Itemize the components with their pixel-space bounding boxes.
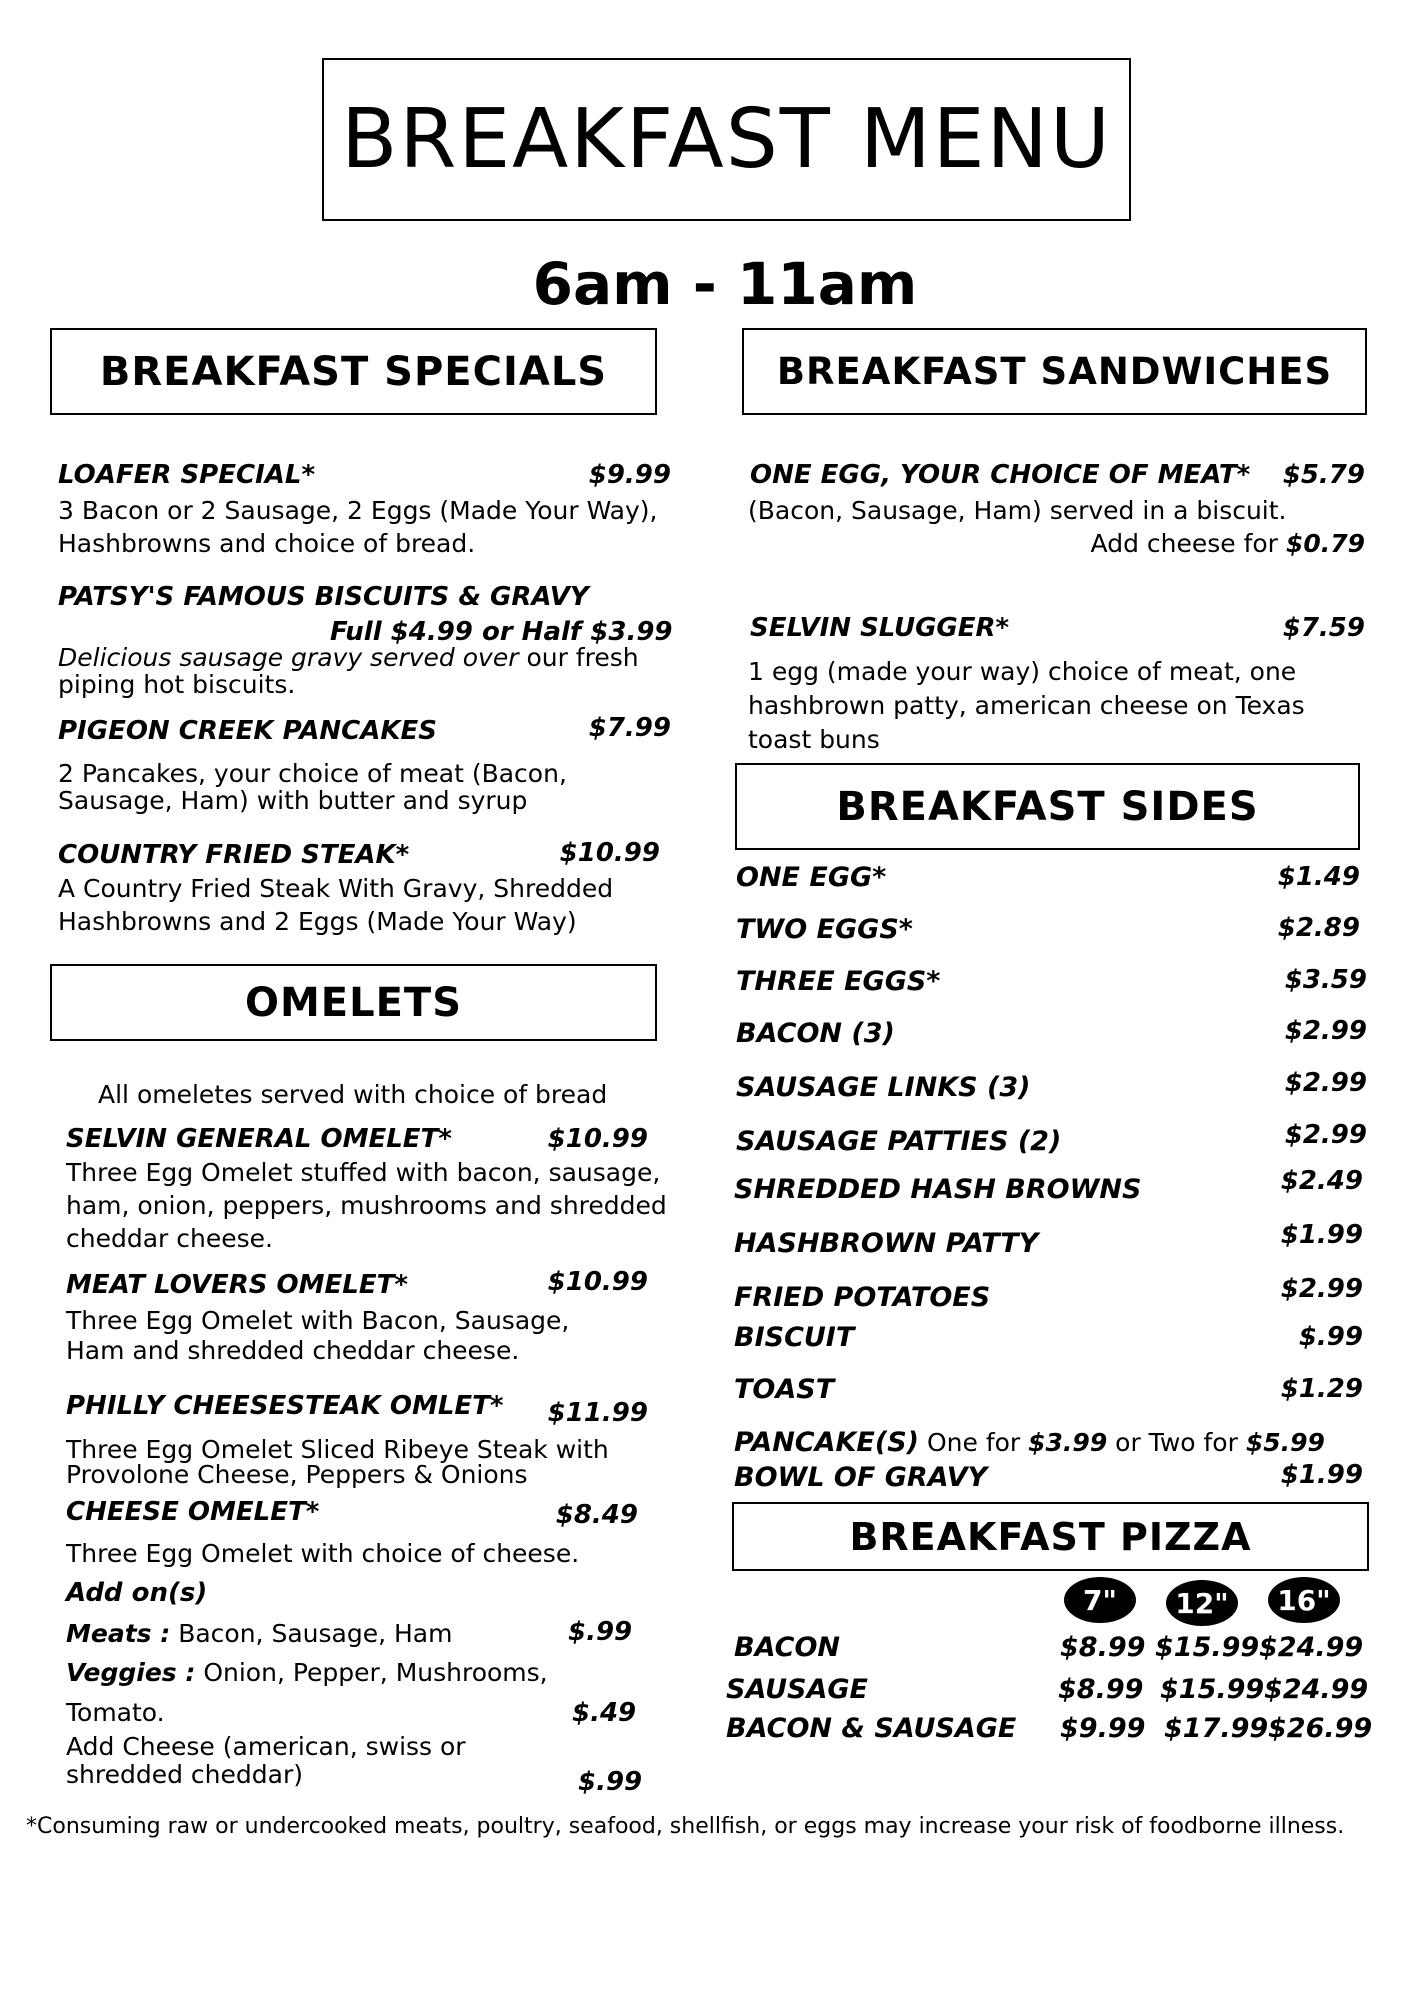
item-extra-text: Add cheese for xyxy=(1090,529,1278,558)
item-description: 1 egg (made your way) choice of meat, one hashbrown patty, american cheese on Texas toast buns xyxy=(748,657,1305,754)
specials-heading: BREAKFAST SPECIALS xyxy=(99,348,608,395)
item-name: MEAT LOVERS OMELET* xyxy=(66,1270,408,1300)
side-pancakes-text2: or Two for xyxy=(1107,1428,1246,1457)
item-description-rest: our fresh piping hot biscuits. xyxy=(58,643,639,699)
pizza-price: $8.99 xyxy=(1060,1632,1146,1663)
pizza-heading: BREAKFAST PIZZA xyxy=(849,1514,1252,1559)
item-name: PHILLY CHEESESTEAK OMLET* xyxy=(66,1391,504,1421)
item-name: PIGEON CREEK PANCAKES xyxy=(58,716,437,746)
side-name: TWO EGGS* xyxy=(736,914,913,945)
pizza-price: $17.99 xyxy=(1164,1713,1269,1744)
specials-heading-box xyxy=(50,328,657,415)
item-name: SELVIN GENERAL OMELET* xyxy=(66,1124,452,1154)
item-description: Three Egg Omelet with Bacon, Sausage, Ham and shredded cheddar cheese. xyxy=(66,1306,570,1365)
side-price: $2.49 xyxy=(1280,1166,1363,1196)
pizza-row-name: BACON xyxy=(734,1632,841,1663)
item-price: Full $4.99 or Half $3.99 xyxy=(330,617,673,647)
side-price: $.99 xyxy=(1298,1322,1363,1352)
pizza-size-16-badge: 16" xyxy=(1268,1577,1340,1623)
addon-veggies-price: $.49 xyxy=(572,1698,637,1728)
item-price: $11.99 xyxy=(547,1398,648,1428)
side-name: THREE EGGS* xyxy=(736,966,941,997)
pizza-price: $9.99 xyxy=(1060,1713,1146,1744)
item-name: LOAFER SPECIAL* xyxy=(58,460,316,490)
side-price: $2.89 xyxy=(1277,913,1360,943)
side-name: SAUSAGE LINKS (3) xyxy=(736,1072,1031,1103)
pizza-price: $26.99 xyxy=(1268,1713,1373,1744)
side-price: $3.59 xyxy=(1284,965,1367,995)
item-price: $8.49 xyxy=(555,1500,638,1530)
pizza-row-name: SAUSAGE xyxy=(726,1674,869,1705)
side-pancakes xyxy=(734,1426,1325,1459)
item-price: $7.59 xyxy=(1282,613,1365,643)
omelets-heading: OMELETS xyxy=(244,979,463,1026)
addons-heading: Add on(s) xyxy=(66,1578,208,1608)
addon-veggies-list: Onion, Pepper, Mushrooms, xyxy=(195,1658,548,1687)
item-description xyxy=(58,644,658,698)
side-name: TOAST xyxy=(734,1374,835,1405)
item-description: Three Egg Omelet with choice of cheese. xyxy=(66,1539,580,1568)
sides-heading: BREAKFAST SIDES xyxy=(836,783,1259,830)
addon-veggies xyxy=(66,1656,548,1689)
pizza-price: $24.99 xyxy=(1264,1674,1369,1705)
addon-meats-price: $.99 xyxy=(568,1617,633,1647)
side-pancakes-price2: $5.99 xyxy=(1245,1428,1325,1457)
side-name: SAUSAGE PATTIES (2) xyxy=(736,1126,1062,1157)
side-price: $1.99 xyxy=(1280,1460,1363,1490)
side-name: SHREDDED HASH BROWNS xyxy=(734,1174,1142,1205)
item-name: COUNTRY FRIED STEAK* xyxy=(58,840,410,870)
menu-title: BREAKFAST MENU xyxy=(341,92,1112,187)
omelets-heading-box xyxy=(50,964,657,1041)
addon-cheese: Add Cheese (american, swiss or shredded cheddar) xyxy=(66,1732,466,1789)
sandwiches-heading: BREAKFAST SANDWICHES xyxy=(776,350,1333,393)
side-price: $1.49 xyxy=(1277,862,1360,892)
item-description: Three Egg Omelet stuffed with bacon, sausage, ham, onion, peppers, mushrooms and shredded cheddar cheese. xyxy=(66,1158,667,1253)
side-name: HASHBROWN PATTY xyxy=(734,1228,1039,1259)
pizza-size-7-badge: 7" xyxy=(1064,1577,1136,1623)
pizza-heading-box xyxy=(732,1502,1369,1571)
side-name: FRIED POTATOES xyxy=(734,1282,991,1313)
addon-meats-label: Meats : xyxy=(66,1619,171,1648)
side-price: $2.99 xyxy=(1280,1274,1363,1304)
pizza-price: $15.99 xyxy=(1155,1632,1260,1663)
addon-meats-list: Bacon, Sausage, Ham xyxy=(170,1619,453,1648)
omelets-note: All omeletes served with choice of bread xyxy=(98,1080,608,1109)
item-description: A Country Fried Steak With Gravy, Shredded Hashbrowns and 2 Eggs (Made Your Way) xyxy=(58,874,614,936)
item-name: PATSY'S FAMOUS BISCUITS & GRAVY xyxy=(58,582,589,612)
item-name: CHEESE OMELET* xyxy=(66,1497,320,1527)
sandwiches-heading-box xyxy=(742,328,1367,415)
item-description-italic: Delicious sausage gravy served over xyxy=(58,643,519,672)
item-price: $10.99 xyxy=(559,838,660,868)
addon-cheese-price: $.99 xyxy=(578,1767,643,1797)
side-pancakes-text1: One for xyxy=(919,1428,1029,1457)
pizza-price: $24.99 xyxy=(1259,1632,1364,1663)
item-extra xyxy=(900,527,1365,560)
side-name: BISCUIT xyxy=(734,1322,855,1353)
item-price: $7.99 xyxy=(588,713,671,743)
side-price: $1.29 xyxy=(1280,1374,1363,1404)
addon-veggies-list-cont: Tomato. xyxy=(66,1698,165,1727)
item-price: $10.99 xyxy=(547,1124,648,1154)
item-description: Three Egg Omelet Sliced Ribeye Steak with Provolone Cheese, Peppers & Onions xyxy=(66,1435,609,1489)
addon-veggies-label: Veggies : xyxy=(66,1658,196,1687)
hours: 6am - 11am xyxy=(532,250,918,318)
sides-heading-box xyxy=(735,763,1360,850)
side-name: BACON (3) xyxy=(736,1018,895,1049)
item-price: $5.79 xyxy=(1282,460,1365,490)
side-pancakes-price1: $3.99 xyxy=(1028,1428,1108,1457)
pizza-row-name: BACON & SAUSAGE xyxy=(726,1713,1017,1744)
item-description: 2 Pancakes, your choice of meat (Bacon, Sausage, Ham) with butter and syrup xyxy=(58,759,567,815)
pizza-price: $8.99 xyxy=(1058,1674,1144,1705)
menu-title-box xyxy=(322,58,1131,221)
item-extra-price: $0.79 xyxy=(1285,529,1365,558)
side-price: $2.99 xyxy=(1284,1068,1367,1098)
side-pancakes-name: PANCAKE(S) xyxy=(734,1427,920,1458)
item-name: ONE EGG, YOUR CHOICE OF MEAT* xyxy=(750,460,1251,490)
item-price: $9.99 xyxy=(588,460,671,490)
item-price: $10.99 xyxy=(547,1267,648,1297)
side-price: $1.99 xyxy=(1280,1220,1363,1250)
addon-meats xyxy=(66,1617,452,1650)
item-description: 3 Bacon or 2 Sausage, 2 Eggs (Made Your Way), Hashbrowns and choice of bread. xyxy=(58,496,658,558)
pizza-price: $15.99 xyxy=(1160,1674,1265,1705)
pizza-size-12-badge: 12" xyxy=(1166,1580,1238,1626)
item-description: (Bacon, Sausage, Ham) served in a biscuit. xyxy=(748,496,1287,525)
side-name: ONE EGG* xyxy=(736,862,887,893)
foodborne-illness-disclaimer: *Consuming raw or undercooked meats, poultry, seafood, shellfish, or eggs may increase your risk of foodborne illness. xyxy=(26,1814,1345,1839)
side-price: $2.99 xyxy=(1284,1016,1367,1046)
side-name: BOWL OF GRAVY xyxy=(734,1462,988,1493)
side-price: $2.99 xyxy=(1284,1120,1367,1150)
item-name: SELVIN SLUGGER* xyxy=(750,613,1010,643)
